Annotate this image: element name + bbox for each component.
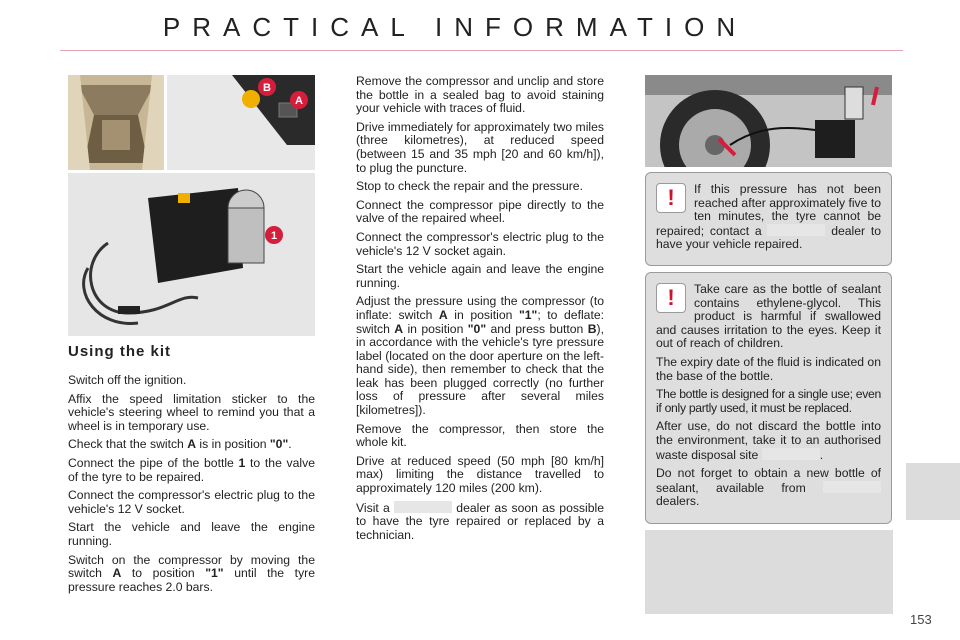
step-connect-pipe — [68, 457, 315, 484]
text: Adjust the pressure using the compressor (to inflate: switch — [356, 294, 604, 322]
redacted-brand — [394, 501, 452, 513]
switch-ref: A — [187, 437, 197, 452]
text: to the valve of the tyre to be repaired. — [68, 455, 316, 484]
text: is in position — [196, 437, 270, 452]
text: After use, do not discard the bottle into the environment, take it to an authorised waste disposal site — [656, 419, 881, 462]
step-connect-valve — [356, 199, 604, 226]
step-adjust-pressure — [356, 295, 604, 417]
text: in position — [403, 321, 468, 336]
button-ref: B — [587, 321, 597, 336]
text: Remove the compressor, then store the whole kit. — [356, 421, 604, 450]
text: Switch off the ignition. — [68, 373, 187, 387]
step-start-again — [356, 263, 604, 290]
step-switch-on — [68, 554, 315, 595]
step-visit-dealer — [356, 501, 604, 543]
text: until the tyre pressure reaches 2.0 bars. — [68, 566, 315, 594]
text: Start the vehicle and leave the engine running. — [68, 520, 315, 548]
text: The bottle is designed for a single use; even if only partly used, it must be replaced. — [656, 387, 881, 415]
text: Remove the compressor and unclip and store the bottle in a sealed bag to avoid staining your vehicle with traces of fluid. — [356, 74, 604, 116]
text: ), in accordance with the vehicle's tyre pressure label (located on the door aperture on the left-hand side), then remember to check that the leak has been plugged correctly (no further loss of pressure after several miles [kilometres]). — [356, 321, 604, 418]
compressor-kit-image — [68, 173, 315, 336]
single-use-note — [656, 388, 881, 415]
text: Visit a — [356, 500, 395, 515]
text: Start the vehicle again and leave the engine running. — [356, 262, 604, 290]
sealant-alert — [645, 272, 892, 524]
text: Do not forget to obtain a new bottle of sealant, available from — [656, 466, 881, 495]
warning-icon — [656, 283, 686, 313]
chapter-tab — [906, 463, 960, 520]
middle-column — [356, 75, 604, 547]
callout-1: 1 — [270, 230, 278, 242]
position-ref: "0" — [269, 437, 289, 452]
switch-ref: A — [394, 321, 404, 336]
alert-text — [656, 183, 881, 252]
step-ignition — [68, 374, 315, 388]
wheel-compressor-image — [645, 75, 892, 167]
step-drive — [356, 121, 604, 175]
warning-symbol: ! — [667, 185, 675, 210]
page-title: PRACTICAL INFORMATION — [162, 12, 748, 42]
switch-ref: A — [438, 307, 448, 322]
text: Check that the switch — [68, 437, 188, 452]
pressure-alert — [645, 172, 892, 266]
step-connect-plug-again — [356, 231, 604, 258]
switch-closeup-image — [167, 75, 315, 170]
text: If this pressure has not been reached after approximately five to ten minutes, the tyre cannot be repaired; contact a — [656, 182, 881, 238]
text: Drive immediately for approximately two miles (three kilometres), at reduced speed (between 15 and 35 mph [20 and 60 km/h]), to plug the puncture. — [356, 119, 604, 175]
empty-panel — [645, 530, 893, 614]
text: . — [288, 437, 292, 452]
disposal-note — [656, 420, 881, 462]
new-bottle-note — [656, 467, 881, 509]
position-ref: "1" — [518, 307, 538, 322]
switch-ref: A — [112, 566, 122, 581]
text: dealers. — [656, 494, 700, 509]
text: and press button — [486, 321, 588, 336]
text: Connect the pipe of the bottle — [68, 455, 239, 470]
text: in position — [447, 307, 519, 322]
position-ref: "1" — [205, 566, 224, 581]
text: Connect the compressor pipe directly to the valve of the repaired wheel. — [356, 197, 604, 226]
text: Take care as the bottle of sealant contains ethylene-glycol. This product is harmful if swallowed and causes irritation to the eyes. Keep it out of reach of children. — [656, 282, 881, 351]
callout-a: A — [295, 95, 303, 107]
text: to position — [121, 566, 206, 581]
page-number: 153 — [910, 612, 932, 627]
text: Connect the compressor's electric plug to the vehicle's 12 V socket. — [68, 488, 315, 516]
text: Drive at reduced speed (50 mph [80 km/h] max) limiting the distance travelled to approximately 120 miles (200 km). — [356, 453, 604, 496]
position-ref: "0" — [467, 321, 487, 336]
text: dealer as soon as possible to have the tyre repaired or replaced by a technician. — [356, 500, 604, 542]
redacted-brand — [767, 224, 825, 236]
warning-icon — [656, 183, 686, 213]
step-stop-check — [356, 180, 604, 194]
callout-b: B — [263, 82, 271, 94]
text: Stop to check the repair and the pressure. — [356, 179, 583, 194]
expiry-note — [656, 356, 881, 383]
section-heading: Using the kit — [68, 343, 172, 360]
step-remove-compressor — [356, 75, 604, 116]
step-reduced-speed — [356, 455, 604, 496]
step-check-switch — [68, 438, 315, 452]
text: Affix the speed limitation sticker to the vehicle's steering wheel to remind you that a wheel is in temporary use. — [68, 391, 315, 433]
sealant-warning — [656, 283, 881, 351]
left-column — [68, 343, 315, 599]
text: Switch on the compressor by moving the switch — [68, 552, 315, 581]
step-start-engine — [68, 521, 315, 548]
text: dealer to have your vehicle repaired. — [656, 223, 881, 252]
text: ; to deflate: switch — [356, 307, 604, 336]
redacted-brand — [762, 448, 820, 460]
van-cargo-image — [68, 75, 164, 170]
text: . — [819, 447, 824, 462]
text: Connect the compressor's electric plug to the vehicle's 12 V socket again. — [356, 229, 604, 258]
redacted-brand — [823, 481, 881, 493]
title-divider — [60, 50, 903, 51]
bottle-ref: 1 — [238, 455, 246, 470]
step-store-kit — [356, 423, 604, 450]
text: The expiry date of the fluid is indicated on the base of the bottle. — [656, 354, 881, 383]
step-sticker — [68, 393, 315, 434]
warning-symbol: ! — [667, 285, 675, 310]
step-connect-plug — [68, 489, 315, 516]
